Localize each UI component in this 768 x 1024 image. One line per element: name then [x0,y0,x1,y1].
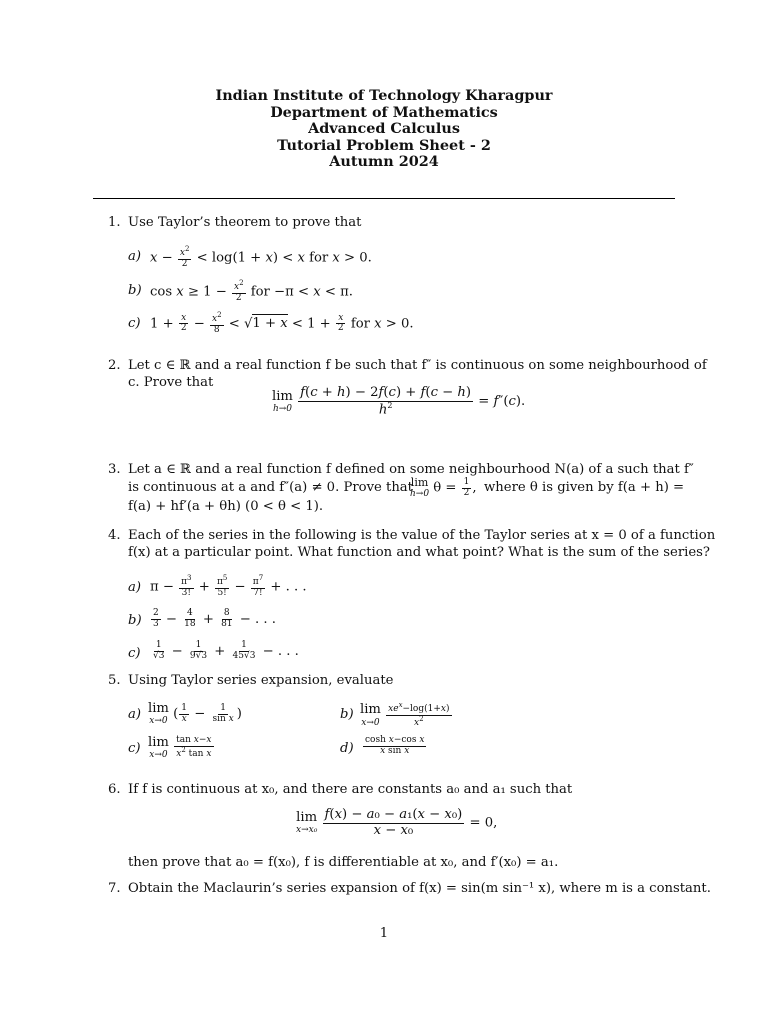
problem-5c-label: c) [128,741,141,756]
problem-2-line1: Let c ∈ ℝ and a real function f be such that f″ is continuous on some neighbourhood of [128,358,707,373]
problem-4c-label: c) [128,646,141,661]
problem-2-number: 2. [108,358,121,373]
problem-4b-label: b) [128,613,142,628]
problem-5-text: Using Taylor series expansion, evaluate [128,673,394,688]
problem-1-number: 1. [108,215,121,230]
problem-1a-formula: x − $\frac{x^2}{2}$ < log(1 + x) < x for x > 0. [150,245,372,269]
problem-3-line2-b: where θ is given by f(a + h) = [484,480,685,495]
problem-6-line2: then prove that a₀ = f(x₀), f is differentiable at x₀, and f′(x₀) = a₁. [128,855,559,870]
problem-3-line2-a: is continuous at a and f″(a) ≠ 0. Prove that [128,480,413,495]
problem-4b-series: $\frac{2}{3}$ − $\frac{4}{18}$ + $\frac{8}{81}$ − . . . [153,608,276,629]
document-header [0,88,768,171]
problem-5-number: 5. [108,673,121,688]
department-name: Department of Mathematics [270,103,498,121]
problem-5b-label: b) [340,707,354,722]
problem-3-line3: f(a) + hf′(a + θh) (0 < θ < 1). [128,499,324,514]
problem-7-number: 7. [108,881,121,896]
problem-5d-expr: $\frac{\text{cosh x−cos x}}{\text{x sin x}}$ [365,735,425,756]
sheet-title: Tutorial Problem Sheet - 2 [277,136,491,154]
problem-6-line1: If f is continuous at x₀, and there are constants a₀ and a₁ such that [128,782,573,797]
problem-4a-series: π − $\frac{\pi^3}{3!}$ + $\frac{\pi^5}{5!}$ − $\frac{\pi^7}{7!}$ + . . . [150,574,307,598]
problem-1-text: Use Taylor’s theorem to prove that [128,215,362,230]
problem-5d-label: d) [340,741,354,756]
problem-5b-expr: lim x→0 $\frac{xe^x-\log(1+x)}{x^2}$ [360,701,450,728]
problem-3-number: 3. [108,462,121,477]
problem-1b-formula: cos x ≥ 1 − $\frac{x^2}{2}$ for −π < x < π. [150,279,353,303]
problem-1c-formula: 1 + $\frac{x}{2}$ − $\frac{x^2}{8}$ < √1 + x < 1 + $\frac{x}{2}$ for x > 0. [150,311,414,335]
problem-7-text: Obtain the Maclaurin’s series expansion of f(x) = sin(m sin⁻¹ x), where m is a constant. [128,881,711,896]
problem-5a-expr: lim x→0 ( $\frac{1}{x}$ − $\frac{1}{\text{sin x}}$ ) [148,701,242,727]
header-divider [93,198,675,199]
problem-3-limit: lim h→0 θ = $\frac{1}{2}$ , [410,476,477,499]
problem-4a-label: a) [128,580,142,595]
term-label: Autumn 2024 [329,153,439,171]
course-name: Advanced Calculus [308,120,460,138]
problem-4-line1: Each of the series in the following is the value of the Taylor series at x = 0 of a function [128,528,716,543]
problem-1b-label: b) [128,283,142,298]
institute-name: Indian Institute of Technology Kharagpur [215,87,553,104]
problem-4-number: 4. [108,528,121,543]
problem-5a-label: a) [128,707,142,722]
problem-6-number: 6. [108,782,121,797]
problem-4c-series: $\frac{1}{√3}$ − $\frac{1}{9√3}$ + $\frac{1}{45√3}$ − . . . [153,640,299,661]
problem-3-line1: Let a ∈ ℝ and a real function f defined on some neighbourhood N(a) of a such that f″ [128,462,694,477]
problem-5c-expr: lim x→0 $\frac{\text{tan x−x}}{x^2 \tan x}$ [148,735,212,761]
problem-6-formula: lim x→x₀ $\frac{\text{f(x) − a₀ − a₁(x − x₀)}}{\text{x − x₀}}$ = 0, [296,807,498,838]
problem-1a-label: a) [128,249,142,264]
problem-1c-label: c) [128,316,141,331]
problem-4-line2: f(x) at a particular point. What function and what point? What is the sum of the series? [128,545,711,560]
problem-2-line2: c. Prove that [128,375,214,390]
problem-2-formula: lim h→0 $\frac{f(c + h) - 2f(c) + f(c - h)}{h^2}$ = f″(c). [272,385,526,417]
page-number: 1 [379,926,389,941]
